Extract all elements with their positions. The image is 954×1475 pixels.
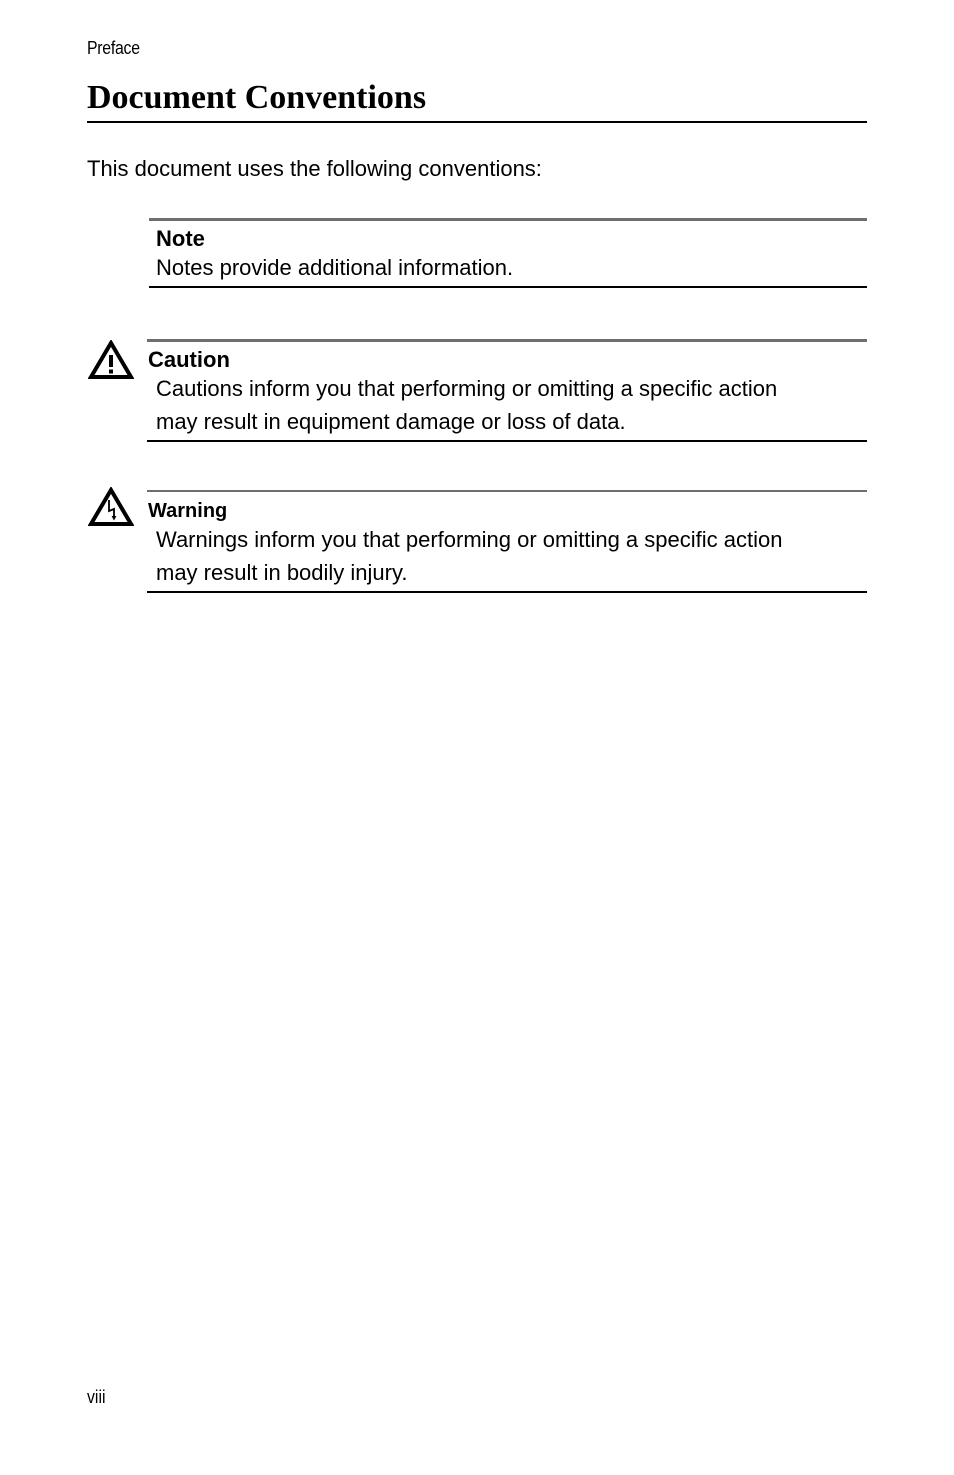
running-head: Preface [87, 38, 140, 58]
caution-text-line-2: may result in equipment damage or loss of data. [156, 409, 626, 434]
warning-icon [88, 487, 134, 527]
note-top-rule [149, 218, 867, 221]
caution-label: Caution [148, 347, 230, 372]
title-rule [87, 121, 867, 123]
warning-bottom-rule [147, 591, 867, 593]
caution-text-line-1: Cautions inform you that performing or omitting a specific action [156, 376, 778, 401]
warning-text-line-2: may result in bodily injury. [156, 560, 408, 585]
warning-top-rule [147, 490, 867, 492]
caution-icon [88, 340, 134, 380]
page-number: viii [87, 1387, 106, 1407]
caution-box [147, 339, 867, 442]
caution-top-rule [147, 339, 867, 342]
warning-label: Warning [148, 500, 228, 522]
note-text: Notes provide additional information. [156, 255, 514, 280]
caution-bottom-rule [147, 440, 867, 442]
note-label: Note [156, 226, 205, 251]
warning-box [147, 490, 867, 593]
intro-paragraph: This document uses the following conventions: [87, 156, 542, 181]
page-title: Document Conventions [87, 79, 427, 116]
warning-text-line-1: Warnings inform you that performing or omitting a specific action [156, 527, 783, 552]
note-box [149, 218, 867, 288]
note-bottom-rule [149, 286, 867, 288]
